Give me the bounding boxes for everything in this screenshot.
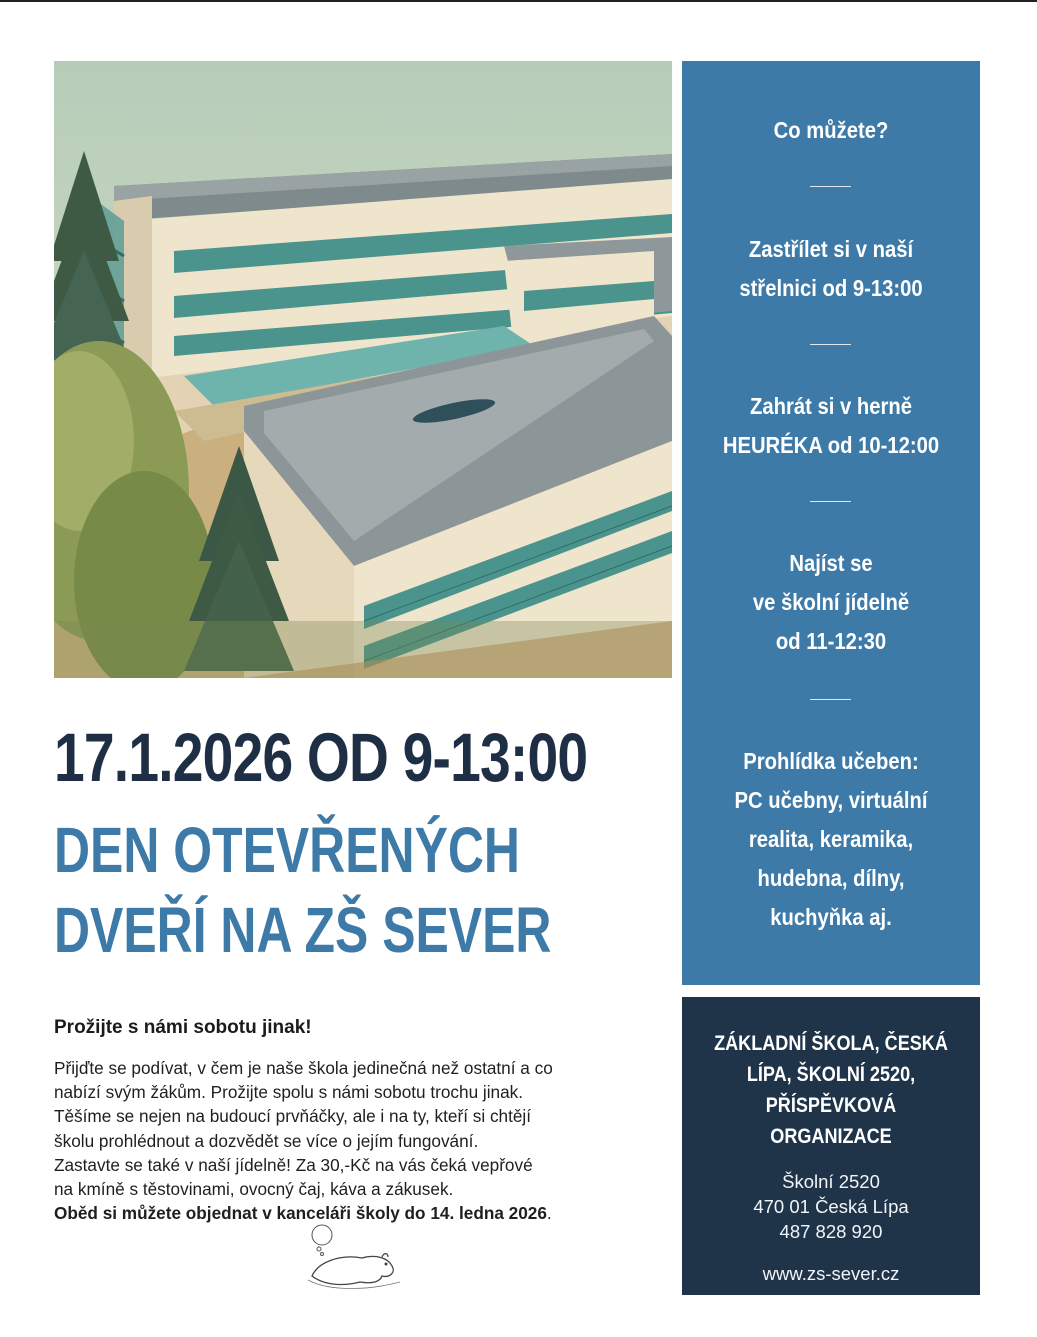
intro-line: Přijďte se podívat, v čem je naše škola jedinečná než ostatní a co bbox=[54, 1058, 553, 1078]
intro-text bbox=[54, 1056, 674, 1225]
school-name-line: ORGANIZACE bbox=[770, 1125, 892, 1148]
sidebar-divider bbox=[810, 501, 851, 502]
intro-line: Zastavte se také v naší jídelně! Za 30,-Kč na vás čeká vepřové bbox=[54, 1154, 533, 1175]
activity-lunch-line3: od 11-12:30 bbox=[775, 628, 887, 654]
school-name bbox=[703, 1028, 959, 1152]
lunch-order-period: . bbox=[546, 1203, 552, 1224]
intro-line: Těšíme se nejen na budoucí prvňáčky, ale i na ty, kteří si chtějí bbox=[54, 1106, 532, 1127]
activity-tour-line5: kuchyňka aj. bbox=[770, 904, 892, 930]
event-title-line1: DEN OTEVŘENÝCH bbox=[54, 814, 520, 886]
activity-tour-line2: PC učebny, virtuální bbox=[734, 787, 928, 813]
phone-number: 487 828 920 bbox=[779, 1221, 883, 1242]
intro-heading: Prožijte s námi sobotu jinak! bbox=[54, 1017, 312, 1038]
lunch-order-deadline: Oběd si můžete objednat v kanceláři školy do 14. ledna 2026 bbox=[54, 1203, 547, 1224]
event-title-line2: DVEŘÍ NA ZŠ SEVER bbox=[54, 894, 552, 966]
activity-shooting-line2: střelnici od 9-13:00 bbox=[739, 275, 923, 301]
school-name-line: PŘÍSPĚVKOVÁ bbox=[765, 1094, 897, 1117]
school-contact-box bbox=[682, 997, 980, 1295]
intro-line: nabízí svým žákům. Prožijte spolu s námi sobotu trochu jinak. bbox=[54, 1082, 524, 1103]
activity-tour-line3: realita, keramika, bbox=[748, 826, 914, 852]
activity-game-room-line2: HEURÉKA od 10-12:00 bbox=[722, 432, 940, 458]
intro-line: školu prohlédnout a dozvědět se více o jejím fungování. bbox=[54, 1130, 479, 1151]
school-building-illustration bbox=[54, 61, 672, 678]
activity-game-room-line1: Zahrát si v herně bbox=[749, 393, 912, 419]
sidebar-divider bbox=[810, 344, 851, 345]
event-title bbox=[54, 810, 551, 970]
address-street: Školní 2520 bbox=[782, 1171, 880, 1192]
top-rule bbox=[0, 0, 1037, 2]
sidebar-divider bbox=[810, 699, 851, 700]
website-link[interactable]: www.zs-sever.cz bbox=[762, 1263, 900, 1284]
activities-sidebar bbox=[682, 61, 980, 985]
school-address bbox=[682, 1169, 980, 1244]
activity-tour-line1: Prohlídka učeben: bbox=[743, 748, 919, 774]
intro-line: na kmíně s těstovinami, ovocný čaj, káva a zákusek. bbox=[54, 1179, 454, 1200]
activity-shooting-line1: Zastřílet si v naší bbox=[748, 236, 914, 262]
school-name-line: ZÁKLADNÍ ŠKOLA, ČESKÁ bbox=[714, 1032, 948, 1055]
school-name-line: LÍPA, ŠKOLNÍ 2520, bbox=[746, 1063, 916, 1086]
activity-lunch-line1: Najíst se bbox=[789, 550, 873, 576]
sidebar-heading: Co můžete? bbox=[773, 117, 889, 143]
school-mascot-logo bbox=[300, 1224, 406, 1294]
address-city: 470 01 Česká Lípa bbox=[753, 1196, 909, 1217]
sidebar-divider bbox=[810, 186, 851, 187]
activity-tour-line4: hudebna, dílny, bbox=[757, 865, 905, 891]
event-date-time: 17.1.2026 OD 9-13:00 bbox=[54, 719, 588, 796]
activity-lunch-line2: ve školní jídelně bbox=[752, 589, 910, 615]
lunch-order-note bbox=[54, 1201, 674, 1225]
